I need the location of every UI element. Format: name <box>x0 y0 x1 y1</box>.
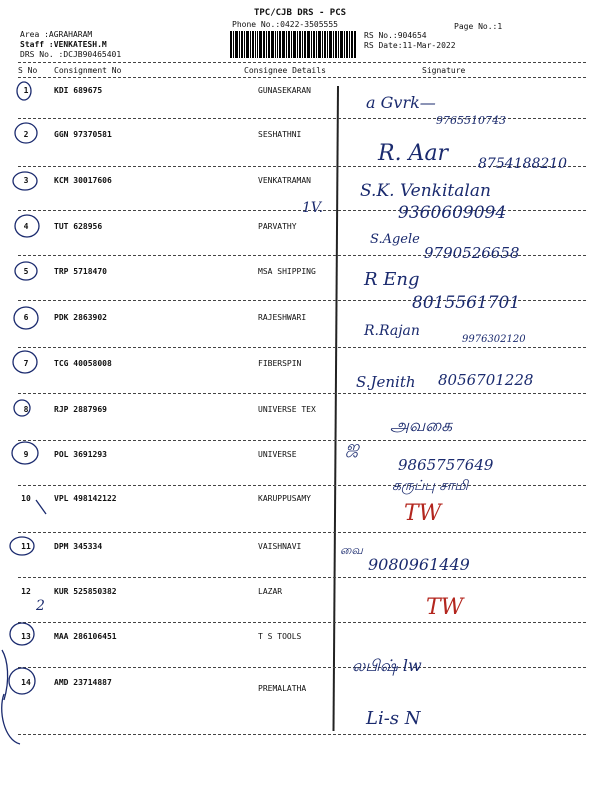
row-consignment: AMD 23714887 <box>54 678 112 687</box>
row-consignment: DPM 345334 <box>54 542 103 551</box>
row-divider <box>18 300 586 301</box>
row-consignment: TUT 628956 <box>54 222 103 231</box>
table-row <box>0 632 600 652</box>
row-consignee: MSA SHIPPING <box>258 267 316 276</box>
column-header-sno: S No <box>18 66 38 75</box>
mark-9: ஜ <box>346 437 360 456</box>
row-consignee: GUNASEKARAN <box>258 86 311 95</box>
table-row <box>0 542 600 562</box>
table-row <box>0 494 600 514</box>
row-sno: 2 <box>23 130 29 139</box>
mark-10: TW <box>404 501 442 526</box>
row-sno: 3 <box>23 176 29 185</box>
row-sno: 9 <box>23 450 29 459</box>
signature-1: a Gvrk— <box>366 93 436 112</box>
divider <box>18 77 586 78</box>
row-consignee: VAISHNAVI <box>258 542 302 551</box>
signature-4: S.Agele <box>370 232 420 247</box>
row-divider <box>18 734 586 735</box>
sheet-title: TPC/CJB DRS - PCS <box>253 8 347 18</box>
row-sno: 4 <box>23 222 29 231</box>
row-divider <box>18 622 586 623</box>
row-consignee: UNIVERSE <box>258 450 297 459</box>
phone-6: 9976302120 <box>462 334 526 345</box>
row-consignment: KCM 30017606 <box>54 176 112 185</box>
row-sno: 14 <box>21 678 31 687</box>
signature-5: R Eng <box>364 269 420 290</box>
table-row <box>0 587 600 607</box>
row-consignee: PREMALATHA <box>258 684 307 693</box>
row-sno: 1 <box>23 86 29 95</box>
row-consignee: UNIVERSE TEX <box>258 405 316 414</box>
signature-2: R. Aar <box>378 141 449 166</box>
table-row <box>0 405 600 425</box>
phone-4: 9790526658 <box>424 244 520 262</box>
barcode <box>230 31 356 58</box>
row-consignment: RJP 2887969 <box>54 405 107 414</box>
row-consignee: T S TOOLS <box>258 632 302 641</box>
phone-5: 8015561701 <box>412 293 521 313</box>
column-header-consignee: Consignee Details <box>244 66 326 75</box>
signature-13: லபிஷ் lw <box>352 656 422 675</box>
staff-label: Staff :VENKATESH.M <box>20 40 107 49</box>
row-consignee: VENKATRAMAN <box>258 176 311 185</box>
row-sno: 6 <box>23 313 29 322</box>
row-consignee: LAZAR <box>258 587 283 596</box>
row-divider <box>18 255 586 256</box>
row-consignee: PARVATHY <box>258 222 297 231</box>
column-header-signature: Signature <box>422 66 466 75</box>
row-sno: 7 <box>23 359 29 368</box>
signature-8: அவகை <box>390 416 453 436</box>
row-divider <box>18 577 586 578</box>
row-divider <box>18 532 586 533</box>
row-sno: 10 <box>21 494 31 503</box>
rs-date: RS Date:11-Mar-2022 <box>364 41 456 50</box>
row-consignment: KDI 689675 <box>54 86 103 95</box>
row-divider <box>18 166 586 167</box>
row-consignee: KARUPPUSAMY <box>258 494 311 503</box>
area-label: Area :AGRAHARAM <box>20 30 93 39</box>
drs-number: DRS No. :DCJB90465401 <box>20 50 122 59</box>
table-row <box>0 130 600 150</box>
page-number: Page No.:1 <box>454 22 503 31</box>
row-consignment: PDK 2863902 <box>54 313 107 322</box>
row-sno: 11 <box>21 542 31 551</box>
table-row <box>0 450 600 470</box>
mark-12: TW <box>426 595 464 620</box>
row-sno: 5 <box>23 267 29 276</box>
phone-2: 8754188210 <box>478 156 568 172</box>
table-row <box>0 267 600 287</box>
row-divider <box>18 485 586 486</box>
row-divider <box>18 118 586 119</box>
table-row <box>0 359 600 379</box>
signature-11: வை <box>340 543 363 557</box>
row-divider <box>18 347 586 348</box>
signature-7: S.Jenith <box>356 373 416 391</box>
row-consignee: SESHATHNI <box>258 130 302 139</box>
phone-11: 9080961449 <box>368 555 470 574</box>
mark-12b: 2 <box>36 598 45 614</box>
phone-9: 9865757649 <box>398 456 494 474</box>
signature-9: கருப்பு சாமி <box>392 478 469 494</box>
row-sno: 13 <box>21 632 31 641</box>
table-row <box>0 313 600 333</box>
row-consignee: RAJESHWARI <box>258 313 307 322</box>
row-divider <box>18 440 586 441</box>
phone-3: 9360609094 <box>398 203 507 223</box>
column-header-consignment: Consignment No <box>54 66 122 75</box>
row-sno: 8 <box>23 405 29 414</box>
row-consignment: KUR 525850382 <box>54 587 117 596</box>
table-row <box>0 222 600 242</box>
row-consignment: MAA 286106451 <box>54 632 117 641</box>
signature-3: S.K. Venkitalan <box>360 181 491 201</box>
row-consignment: TCG 40058008 <box>54 359 112 368</box>
row-consignment: VPL 498142122 <box>54 494 117 503</box>
divider <box>18 62 586 63</box>
row-divider <box>18 667 586 668</box>
row-divider <box>18 393 586 394</box>
table-row <box>0 86 600 106</box>
row-divider <box>18 210 586 211</box>
row-consignment: POL 3691293 <box>54 450 107 459</box>
phone-number: Phone No.:0422-3505555 <box>232 20 338 29</box>
phone-1: 9765510743 <box>436 114 506 127</box>
phone-7: 8056701228 <box>438 371 534 389</box>
row-consignee: FIBERSPIN <box>258 359 302 368</box>
table-row <box>0 176 600 196</box>
mark-3: 1V. <box>302 200 324 216</box>
row-sno: 12 <box>21 587 31 596</box>
row-consignment: TRP 5718470 <box>54 267 107 276</box>
table-row <box>0 678 600 698</box>
row-consignment: GGN 97370581 <box>54 130 112 139</box>
signature-14: Li-s N <box>366 708 421 729</box>
rs-number: RS No.:904654 <box>364 31 427 40</box>
signature-6: R.Rajan <box>364 323 420 339</box>
